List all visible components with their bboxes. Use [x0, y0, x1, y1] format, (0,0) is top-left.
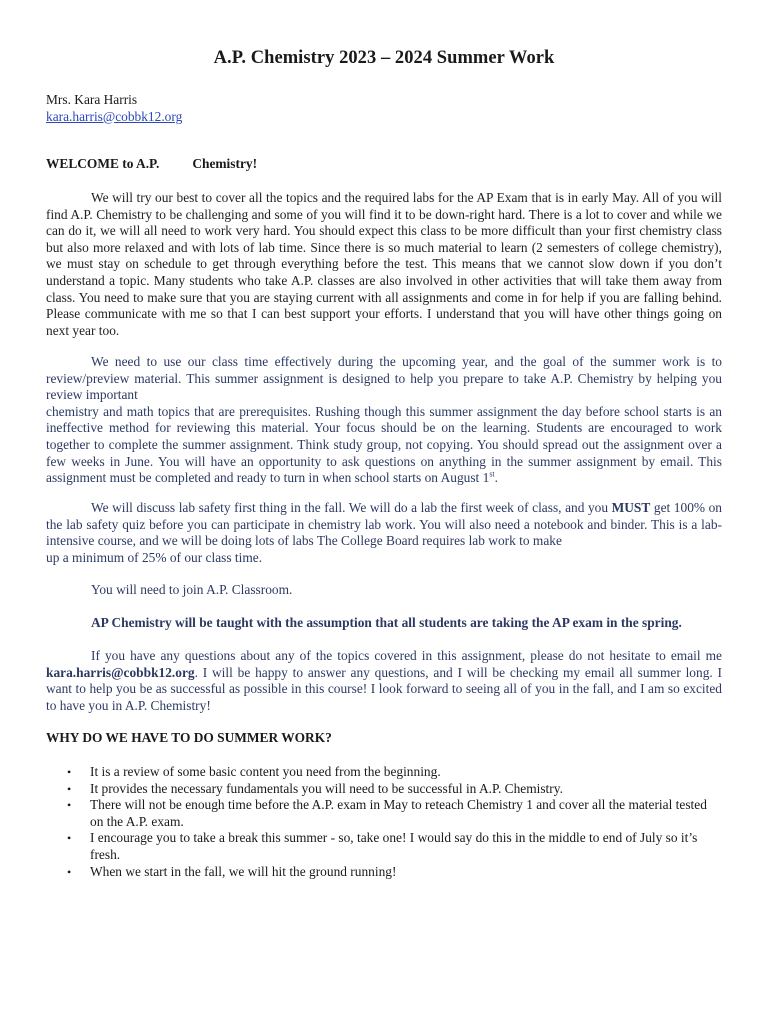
welcome-text-part2: Chemistry!	[192, 156, 258, 171]
bullet-icon: •	[67, 798, 72, 813]
contact-email: kara.harris@cobbk12.org	[46, 664, 195, 680]
paragraph-intro-text: We will try our best to cover all the topics and the required labs for the AP Exam that is in early May. All of you will find A.P. Chemistry to be challenging and some of you will find it to be down-right hard. There is a lot to cover and while we can do it, we will all need to work very hard. You should expect this class to be more difficult than your first chemistry class but also more relaxed and with lots of lab time. Since there is so much material to learn (2 semesters of college chemistry), we must stay on schedule to get through everything before the test. This means that we cannot slow down if you don’t understand a topic. Many students who take A.P. classes are also involved in other activities that will take them away from class. You need to make sure that you are staying current with all assignments and come in for help if you are falling behind. Please communicate with me so that I can best support your efforts. I understand that you will have other things going on next year too.	[46, 190, 722, 338]
paragraph-contact-b: . I will be happy to answer any questions, and I will be checking my email all summer long. I want to help you be as successful as possible in this course! I look forward to seeing all of you in the fall, and I am so excited to have you in A.P. Chemistry!	[46, 664, 722, 713]
bullet-icon: •	[67, 864, 72, 879]
paragraph-lab-safety-a: We will discuss lab safety first thing in the fall. We will do a lab the first week of class, and you	[91, 500, 612, 515]
paragraph-contact-a: If you have any questions about any of the topics covered in this assignment, please do not hesitate to email me	[91, 648, 722, 663]
bullet-icon: •	[67, 765, 72, 779]
list-item-text: It is a review of some basic content you need from the beginning.	[90, 764, 441, 779]
bullet-icon: •	[67, 831, 72, 846]
why-summer-work-heading: WHY DO WE HAVE TO DO SUMMER WORK?	[46, 730, 332, 745]
paragraph-lab-safety	[46, 500, 722, 566]
paragraph-ap-classroom	[46, 582, 722, 599]
welcome-heading	[46, 156, 257, 172]
paragraph-summer-goal-line2: chemistry and math topics that are prerequisites. Rushing though this summer assignment the day before school starts is an ineffective method for reviewing this material. Your focus should be on the learning. Students are encouraged to work together to complete the summer assignment. Think study group, not copying. You should spread out the assignment over a few weeks in June. You will have an opportunity to ask questions on anything in the summer assignment by email. This assignment must be completed and ready to turn in when school starts on August 1	[46, 403, 722, 486]
paragraph-summer-goal-end: .	[494, 470, 499, 486]
paragraph-ap-classroom-text: You will need to join A.P. Classroom.	[91, 582, 293, 597]
paragraph-lab-safety-b: get 100% on the lab safety quiz before you can participate in chemistry lab work. You will also need a notebook and binder. This is a lab-intensive course, and we will be doing lots of labs The College Board requires lab work to make	[46, 500, 722, 549]
paragraph-summer-goal	[46, 354, 722, 487]
paragraph-ap-exam-assumption	[46, 615, 722, 632]
superscript-st: st	[489, 469, 495, 479]
list-item	[46, 797, 722, 830]
must-emphasis: MUST	[611, 500, 651, 515]
list-item-text: When we start in the fall, we will hit the ground running!	[90, 863, 397, 879]
reasons-list	[46, 764, 722, 880]
author-name: Mrs. Kara Harris	[46, 92, 138, 107]
page-title: A.P. Chemistry 2023 – 2024 Summer Work	[213, 48, 555, 68]
paragraph-ap-exam-assumption-text: AP Chemistry will be taught with the assumption that all students are taking the AP exam in the spring.	[91, 615, 682, 630]
list-item-text: I encourage you to take a break this summer - so, take one! I would say do this in the middle to end of July so it’s fresh.	[90, 830, 698, 862]
author-email-link[interactable]: kara.harris@cobbk12.org	[46, 108, 183, 124]
bullet-icon: •	[67, 781, 72, 796]
list-item	[46, 864, 722, 881]
list-item	[46, 781, 722, 798]
list-item-text: It provides the necessary fundamentals you will need to be successful in A.P. Chemistry.	[90, 780, 563, 796]
list-item-text: There will not be enough time before the A.P. exam in May to reteach Chemistry 1 and cover all the material tested on the A.P. exam.	[90, 797, 707, 829]
list-item	[46, 764, 722, 781]
paragraph-summer-goal-line1: We need to use our class time effectively during the upcoming year, and the goal of the summer work is to review/preview material. This summer assignment is designed to help you prepare to take A.P. Chemistry by helping you review important	[46, 354, 722, 403]
welcome-text-part1: WELCOME to A.P.	[46, 156, 160, 171]
paragraph-contact	[46, 648, 722, 714]
paragraph-lab-safety-c: up a minimum of 25% of our class time.	[46, 549, 263, 565]
author-block	[46, 92, 182, 125]
paragraph-intro	[46, 190, 722, 339]
list-item	[46, 830, 722, 863]
